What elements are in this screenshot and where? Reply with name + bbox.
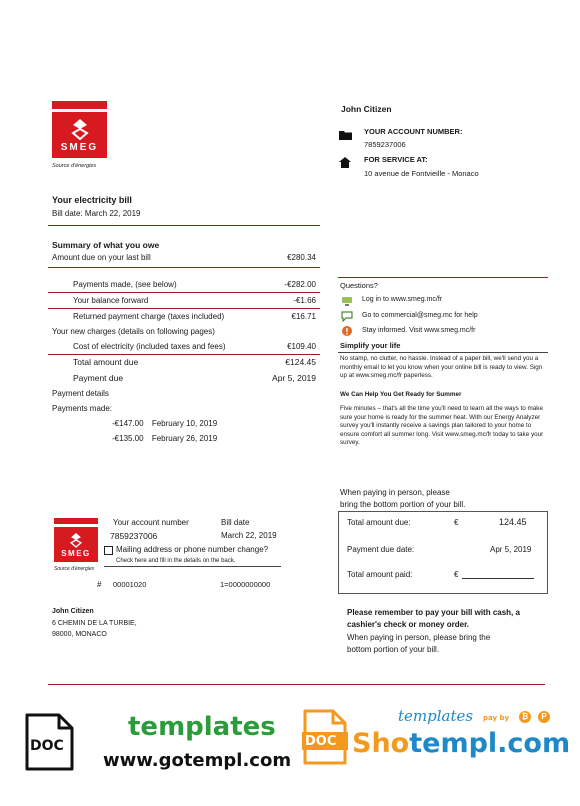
divider xyxy=(338,352,548,353)
service-label: FOR SERVICE AT: xyxy=(364,155,428,164)
payment-amount: -€135.00 xyxy=(112,434,144,443)
summary-row-returned xyxy=(73,312,316,321)
in-person-note-line1: When paying in person, please xyxy=(340,488,450,497)
payment-entry xyxy=(112,419,217,428)
summary-row-payments-made xyxy=(73,280,316,289)
account-number-value: 7859237006 xyxy=(364,140,406,149)
row-label: Payment due xyxy=(73,373,124,383)
shotempl-url[interactable] xyxy=(352,728,570,759)
questions-heading: Questions? xyxy=(340,281,378,290)
payment-entry xyxy=(112,434,217,443)
shotempl-rest: templ.com xyxy=(409,728,571,759)
customer-name: John Citizen xyxy=(341,104,392,114)
row-value: -€1.66 xyxy=(293,296,316,305)
payment-date: February 10, 2019 xyxy=(151,419,218,428)
row-value: -€282.00 xyxy=(284,280,316,289)
account-number-label: YOUR ACCOUNT NUMBER: xyxy=(364,127,463,136)
mail-name: John Citizen xyxy=(52,608,94,615)
payby-label: pay by xyxy=(483,714,510,722)
divider xyxy=(104,566,281,567)
mail-address-line1: 6 CHEMIN DE LA TURBIE, xyxy=(52,620,137,627)
stub-paid-input[interactable] xyxy=(462,578,534,579)
stub-acct-value: 7859237006 xyxy=(110,531,158,541)
question-login: Log in to www.smeg.mc/fr xyxy=(362,296,443,303)
logo-mark-icon xyxy=(69,532,83,548)
gotempl-url[interactable]: www.gotempl.com xyxy=(103,750,292,771)
remember-text-line2: bottom portion of your bill. xyxy=(347,645,440,654)
logo-wordmark: SMEG xyxy=(60,141,99,153)
mailing-change-label: Mailing address or phone number change? xyxy=(116,545,269,554)
shotempl-sho: Sho xyxy=(352,728,410,759)
logo-mark-icon xyxy=(70,118,90,140)
summer-text: Five minutes – that's all the time you'll need to learn all the ways to make sure your home is ready for the summer heat. With our Energy Analyzer survey you'll instantly receive a savings plan tailored to your home to ensure comfort all summer long. Visit www.smeg.mc/fr today to take your survey. xyxy=(340,405,544,447)
stub-total-value: 124.45 xyxy=(499,517,527,527)
row-label: Total amount due xyxy=(73,357,139,367)
summary-row-electricity xyxy=(73,342,316,351)
question-email: Go to commercial@smeg.mc for help xyxy=(362,312,478,319)
remember-bold-line2: cashier's check or money order. xyxy=(347,620,469,629)
divider xyxy=(338,277,548,278)
summary-heading: Summary of what you owe xyxy=(52,240,160,250)
stub-hash: # xyxy=(97,580,102,589)
doc2-label: DOC xyxy=(305,734,337,749)
chat-icon xyxy=(341,311,353,322)
remember-bold-line1: Please remember to pay your bill with cash, a xyxy=(347,608,520,617)
simplify-heading: Simplify your life xyxy=(340,341,401,350)
stub-due-value: Apr 5, 2019 xyxy=(490,545,532,554)
shotempl-script-word: templates xyxy=(398,707,474,725)
row-value: €124.45 xyxy=(285,357,316,367)
row-value: €109.40 xyxy=(287,342,316,351)
bottom-divider xyxy=(48,684,545,685)
stub-due-label: Payment due date: xyxy=(347,545,415,554)
mailing-change-checkbox[interactable] xyxy=(104,546,113,555)
house-icon xyxy=(339,157,351,168)
payments-made-label: Payments made: xyxy=(52,404,113,413)
divider xyxy=(48,354,320,355)
summer-heading: We Can Help You Get Ready for Summer xyxy=(340,391,462,398)
info-icon xyxy=(342,326,352,336)
divider xyxy=(48,225,320,226)
paypal-icon: P xyxy=(538,711,550,723)
summary-row-total xyxy=(73,357,316,367)
summary-row-last-bill xyxy=(52,253,316,262)
row-label: Your balance forward xyxy=(73,296,149,305)
remember-text-line1: When paying in person, please bring the xyxy=(347,633,491,642)
doc-label: DOC xyxy=(30,738,64,754)
smeg-logo xyxy=(52,112,107,158)
row-label: Payments made, (see below) xyxy=(73,280,177,289)
mail-address-line2: 98000, MONACO xyxy=(52,631,107,638)
simplify-text: No stamp, no clutter, no hassle. Instead of a paper bill, we'll send you a monthly email to let you know when your online bill is ready to view. Sign up at www.smeg.mc/fr paperless. xyxy=(340,355,543,380)
in-person-note-line2: bring the bottom portion of your bill. xyxy=(340,500,466,509)
stub-paid-currency: € xyxy=(454,570,459,579)
stub-paid-label: Total amount paid: xyxy=(347,570,413,579)
row-label: Amount due on your last bill xyxy=(52,253,151,262)
payment-date: February 26, 2019 xyxy=(151,434,218,443)
stub-code1: 00001020 xyxy=(113,580,147,589)
stub-billdate-value: March 22, 2019 xyxy=(221,531,277,540)
divider xyxy=(48,292,320,293)
divider xyxy=(48,308,320,309)
payment-amount: -€147.00 xyxy=(112,419,144,428)
stub-acct-label: Your account number xyxy=(113,518,189,527)
question-informed: Stay informed. Visit www.smeg.mc/fr xyxy=(362,327,476,334)
row-value: €280.34 xyxy=(287,253,316,262)
folder-icon xyxy=(339,129,352,140)
divider xyxy=(48,267,320,268)
payment-details-label: Payment details xyxy=(52,389,109,398)
new-charges-label: Your new charges (details on following pages) xyxy=(52,327,215,336)
row-value: €16.71 xyxy=(291,312,316,321)
bitcoin-icon: ₿ xyxy=(519,711,531,723)
bill-date: Bill date: March 22, 2019 xyxy=(52,209,141,218)
row-label: Cost of electricity (included taxes and fees) xyxy=(73,342,226,351)
service-address: 10 avenue de Fontvieille - Monaco xyxy=(364,169,479,178)
logo-top-bar xyxy=(52,101,107,109)
templates-word: templates xyxy=(128,712,276,742)
summary-row-balance-forward xyxy=(73,296,316,305)
row-label: Returned payment charge (taxes included) xyxy=(73,312,225,321)
row-value: Apr 5, 2019 xyxy=(272,373,316,383)
logo-tagline: Source d'énergies xyxy=(52,163,97,169)
stub-logo-tagline: Source d'énergies xyxy=(54,566,95,572)
stub-billdate-label: Bill date xyxy=(221,518,250,527)
stub-total-label: Total amount due: xyxy=(347,518,411,527)
stub-logo-bar xyxy=(54,518,98,524)
logo-wordmark: SMEG xyxy=(61,548,91,558)
computer-icon xyxy=(341,296,353,307)
stub-total-currency: € xyxy=(454,518,459,527)
stub-smeg-logo xyxy=(54,527,98,562)
summary-row-due xyxy=(73,373,316,383)
bill-title: Your electricity bill xyxy=(52,195,132,205)
mailing-change-sub: Check here and fill in the details on the back. xyxy=(116,558,236,564)
stub-code2: 1=0000000000 xyxy=(220,580,271,589)
